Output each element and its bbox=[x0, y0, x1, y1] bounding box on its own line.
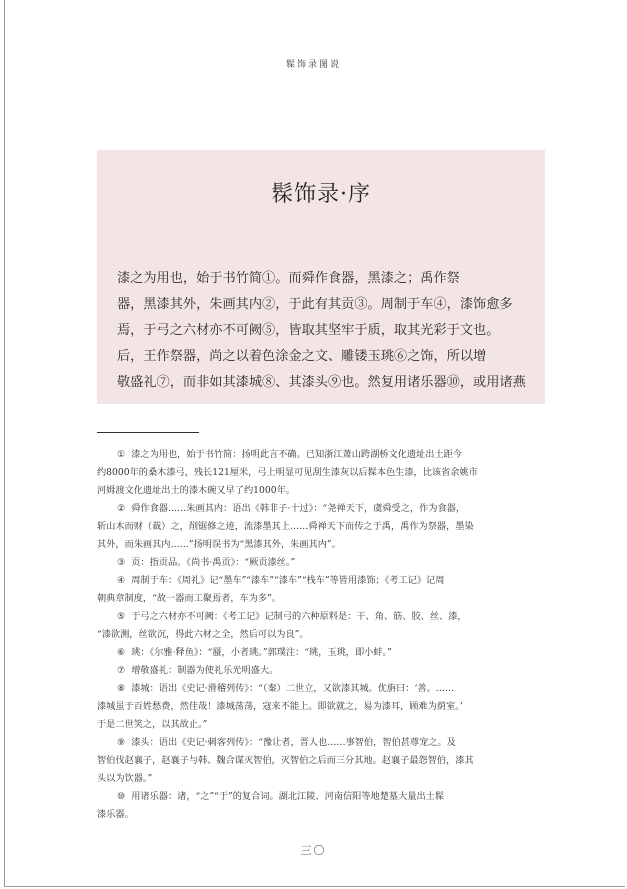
footnote-number: ⑧ bbox=[117, 683, 126, 694]
footnote-divider bbox=[97, 432, 199, 433]
footnote-number: ⑨ bbox=[117, 737, 126, 748]
footnote-number: ④ bbox=[117, 575, 126, 586]
footnotes bbox=[97, 446, 547, 824]
footnote-text: 漆城：语出《史记·滑稽列传》：“（秦）二世立，又欲漆其城。优旃曰：‘善。…… bbox=[131, 683, 455, 694]
footnote-text: 于弓之六材亦不可阙：《考工记》记制弓的六种原料是：干、角、筋、胶、丝、漆， bbox=[131, 611, 467, 622]
footnote bbox=[97, 608, 547, 626]
footnote-text: 漆头：语出《史记·刺客列传》：“豫让者，晋人也……事智伯，智伯甚尊宠之。及 bbox=[131, 737, 456, 748]
footnote-text: 贡：指贡品。《尚书·禹贡》：“厥贡漆丝。” bbox=[131, 557, 296, 568]
footnote-continuation: 漆城虽于百姓愁费，然佳哉！漆城荡荡，寇来不能上。即欲就之，易为漆耳，顾难为荫室。’ bbox=[97, 701, 463, 712]
footnote bbox=[97, 680, 547, 698]
footnote bbox=[97, 554, 547, 572]
footnote-number: ⑩ bbox=[117, 791, 126, 802]
footnote bbox=[97, 500, 547, 518]
footnote bbox=[97, 734, 547, 752]
footnote-number: ⑦ bbox=[117, 665, 126, 676]
footnote-text: 用诸乐器：诸，“之”“于”的复合词。湖北江陵、河南信阳等地楚墓大量出土髹 bbox=[131, 791, 445, 802]
footnote-number: ③ bbox=[117, 557, 126, 568]
preface-text bbox=[117, 266, 529, 396]
footnote-continuation: 河姆渡文化遗址出土的漆木碗又早了约1000年。 bbox=[97, 485, 295, 496]
preface-title: 髹饰录·序 bbox=[271, 182, 371, 207]
footnote-text: 舜作食器……朱画其内：语出《韩非子·十过》：“尧禅天下，虞舜受之，作为食器， bbox=[131, 503, 466, 514]
preface-line: 焉，于弓之六材亦不可阙⑤，皆取其坚牢于质，取其光彩于文也。 bbox=[117, 323, 500, 338]
footnote-number: ⑥ bbox=[117, 647, 126, 658]
footnote-text: 周制于车：《周礼》记“墨车”“漆车”“漆车”“栈车”等皆用漆饰；《考工记》记周 bbox=[131, 575, 445, 586]
preface-line: 漆之为用也，始于书竹简①。而舜作食器，黑漆之；禹作祭 bbox=[117, 271, 460, 286]
footnote-continuation: 其外，而朱画其内……”扬明误书为“黑漆其外，朱画其内”。 bbox=[97, 539, 341, 550]
footnote-continuation: 朝典章制度，“故一器而工聚焉者，车为多”。 bbox=[97, 593, 281, 604]
footnote-continuation: 于是二世笑之，以其故止。” bbox=[97, 719, 208, 730]
preface-box bbox=[97, 150, 545, 404]
preface-line: 敬盛礼⑦，而非如其漆城⑧、其漆头⑨也。然复用诸乐器⑩，或用诸燕 bbox=[117, 375, 526, 390]
preface-line: 后，王作祭器，尚之以着色涂金之文、雕镂玉珧⑥之饰，所以增 bbox=[117, 349, 487, 364]
footnote bbox=[97, 446, 547, 464]
running-head: 髹饰录图说 bbox=[285, 60, 341, 70]
footnote-text: 漆之为用也，始于书竹简：扬明此言不确。已知浙江萧山跨湖桥文化遗址出土距今 bbox=[131, 449, 462, 460]
footnote-continuation: 头以为饮器。” bbox=[97, 773, 153, 784]
footnote-number: ⑤ bbox=[117, 611, 126, 622]
footnote bbox=[97, 644, 547, 662]
footnote-text: 珧：《尔雅·释鱼》：“蜃，小者珧。”郭璞注：“珧，玉珧，即小蚌。” bbox=[131, 647, 392, 658]
footnote-continuation: 约8000年的桑木漆弓，残长121厘米，弓上明显可见刮生漆灰以后髹本色生漆，比该省余姚市 bbox=[97, 467, 478, 478]
footnote bbox=[97, 662, 547, 680]
footnote-text: 增敬盛礼：制器为使礼乐光明盛大。 bbox=[131, 665, 279, 676]
footnote-continuation: 漆乐器。 bbox=[97, 809, 134, 820]
footnote-continuation: “漆欲测，丝欲沉，得此六材之全，然后可以为良”。 bbox=[97, 629, 309, 640]
page-number: 三〇 bbox=[300, 844, 327, 857]
footnote bbox=[97, 788, 547, 806]
footnote-number: ② bbox=[117, 503, 126, 514]
preface-line: 器，黑漆其外，朱画其内②，于此有其贡③。周制于车④，漆饰愈多 bbox=[117, 297, 513, 312]
footnote-continuation: 斩山木而财（裁）之，削锯修之迹，流漆墨其上……舜禅天下而传之于禹，禹作为祭器，墨染 bbox=[97, 521, 474, 532]
footnote bbox=[97, 572, 547, 590]
footnote-number: ① bbox=[117, 449, 126, 460]
footnote-continuation: 智伯伐赵襄子，赵襄子与韩、魏合谋灭智伯，灭智伯之后而三分其地。赵襄子最怨智伯，漆其 bbox=[97, 755, 474, 766]
